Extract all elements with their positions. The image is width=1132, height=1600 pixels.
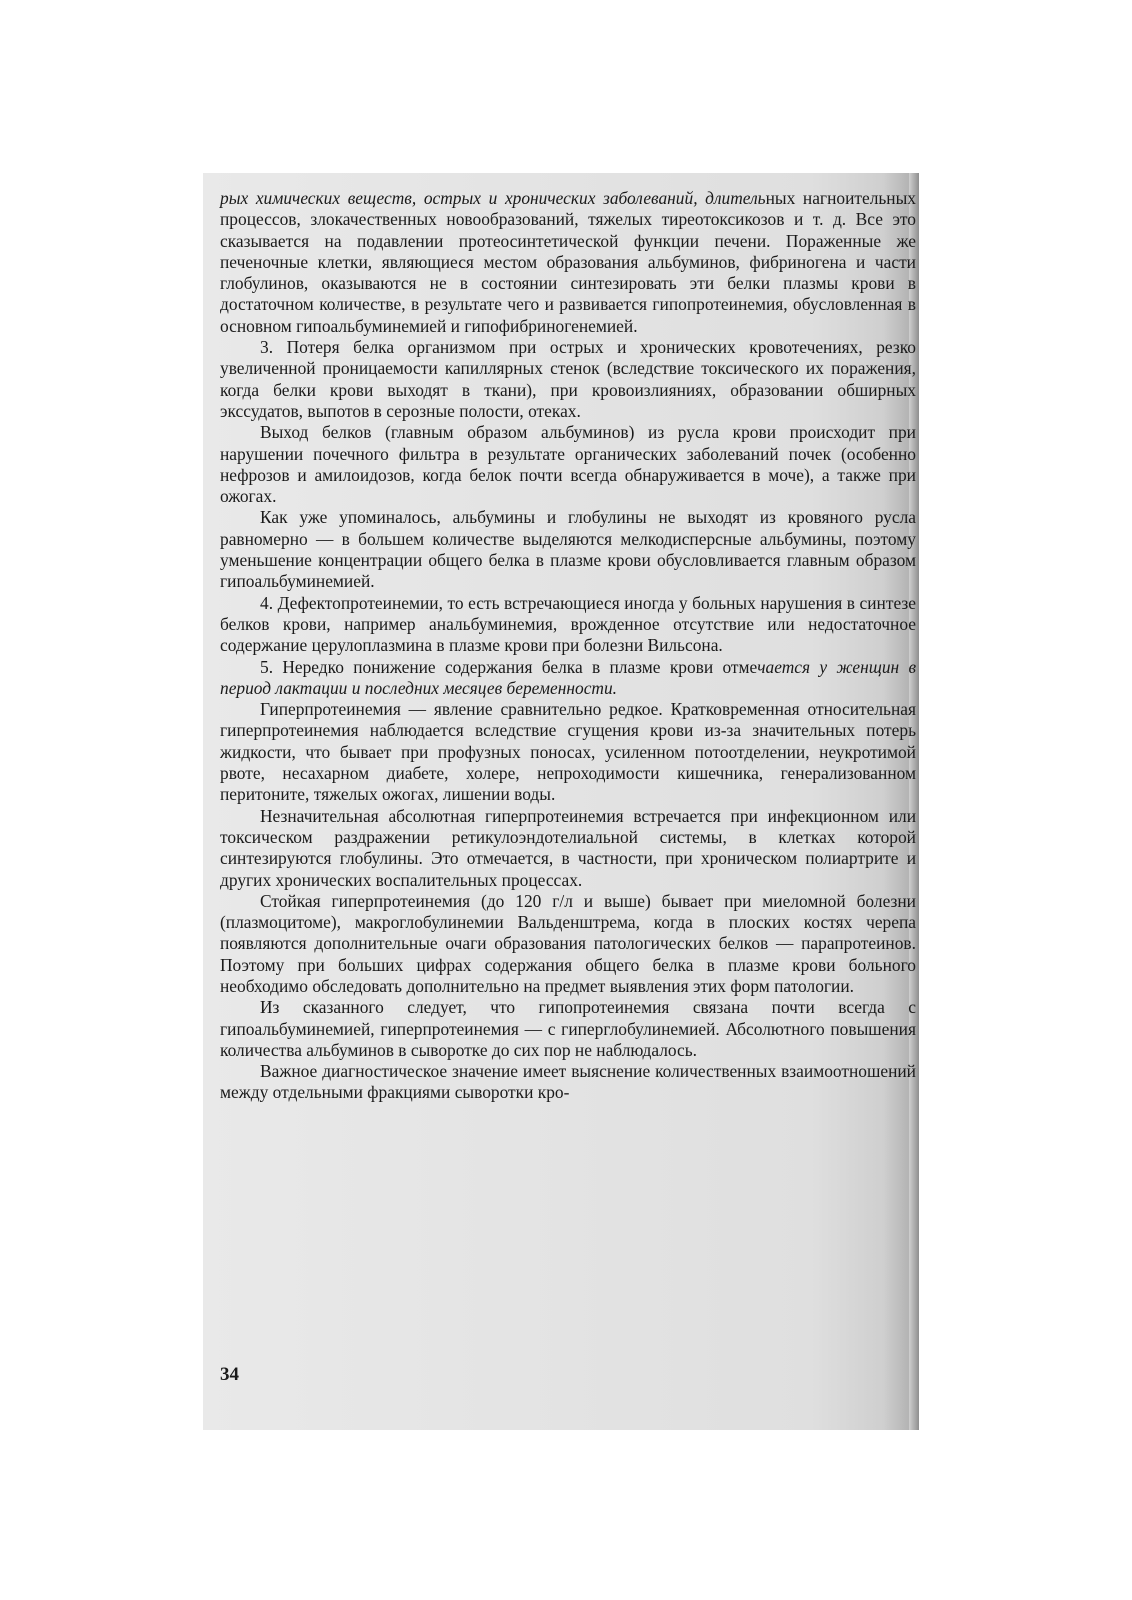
paragraph: Стойкая гиперпротеинемия (до 120 г/л и выше) бывает при миеломной болезни (плазмоцитоме), макроглобулинемии Вальденштрема, когда в плоских костях черепа появляются дополнительные очаги образования патологических белков — парапротеинов. Поэтому при больших цифрах содержания общего белка в плазме крови больного необходимо обследовать дополнительно на предмет выявления этих форм патологии. [220, 890, 916, 996]
paragraph: Выход белков (главным образом альбуминов) из русла крови происходит при нарушении почечного фильтра в результате органических заболеваний почек (особенно нефрозов и амилоидозов, когда белок почти всегда обнаруживается в моче), а также при ожогах. [220, 422, 916, 507]
paragraph: Важное диагностическое значение имеет выяснение количественных взаимоотношений между отдельными фракциями сыворотки кро- [220, 1061, 916, 1103]
italic-run: чается у женщин в период лактации и последних месяцев беременности. [220, 656, 916, 698]
paragraph: 3. Потеря белка организмом при острых и хронических кровотечениях, резко увеличенной проницаемости капиллярных стенок (вследствие токсического их поражения, когда белки крови выходят в ткани), при кровоизлияниях, образовании обширных экссудатов, выпотов в серозные полости, отеках. [220, 337, 916, 421]
page-number: 34 [220, 1364, 239, 1385]
paragraph [220, 188, 916, 337]
text-run: 5. Нередко понижение содержания белка в плазме крови отме [260, 656, 758, 677]
paragraph: Незначительная абсолютная гиперпротеинемия встречается при инфекционном или токсическом раздражении ретикулоэндотелиальной системы, в клетках которой синтезируются глобулины. Это отмечается, в частности, при хроническом полиартрите и других хронических воспалительных процессах. [220, 805, 916, 890]
paragraph [220, 657, 916, 700]
body-text [220, 188, 916, 1104]
paragraph: Гиперпротеинемия — явление сравнительно редкое. Кратковременная относительная гиперпротеинемия наблюдается вследствие сгущения крови из-за значительных потерь жидкости, что бывает при профузных поносах, усиленном потоотделении, неукротимой рвоте, несахарном диабете, холере, непроходимости кишечника, генерализованном перитоните, тяжелых ожогах, лишении воды. [220, 699, 916, 805]
paragraph: Как уже упоминалось, альбумины и глобулины не выходят из кровяного русла равномерно — в большем количестве выделяются мелкодисперсные альбумины, поэтому уменьшение концентрации общего белка в плазме крови обусловливается главным образом гипоальбуминемией. [220, 507, 916, 592]
text-run: ных нагноительных процессов, злокачественных новообразований, тяжелых тиреотоксикозов и т. д. Все это сказывается на подавлении протеосинтетической функции печени. Пораженные же печеночные клетки, являющиеся местом образования альбуминов, фибриногена и части глобулинов, оказываются не в состоянии синтезировать эти белки плазмы крови в достаточном количестве, в результате чего и развивается гипопротеинемия, обусловленная в основном гипоальбуминемией и гипофибриногенемией. [220, 188, 916, 336]
italic-run: рых химических веществ, острых и хронических заболеваний, длитель [220, 188, 766, 208]
paragraph: 4. Дефектопротеинемии, то есть встречающиеся иногда у больных нарушения в синтезе белков крови, например анальбуминемия, врожденное отсутствие или недостаточное содержание церулоплазмина в плазме крови при болезни Вильсона. [220, 592, 916, 656]
paragraph: Из сказанного следует, что гипопротеинемия связана почти всегда с гипоальбуминемией, гиперпротеинемия — с гиперглобулинемией. Абсолютного повышения количества альбуминов в сыворотке до сих пор не наблюдалось. [220, 997, 916, 1060]
